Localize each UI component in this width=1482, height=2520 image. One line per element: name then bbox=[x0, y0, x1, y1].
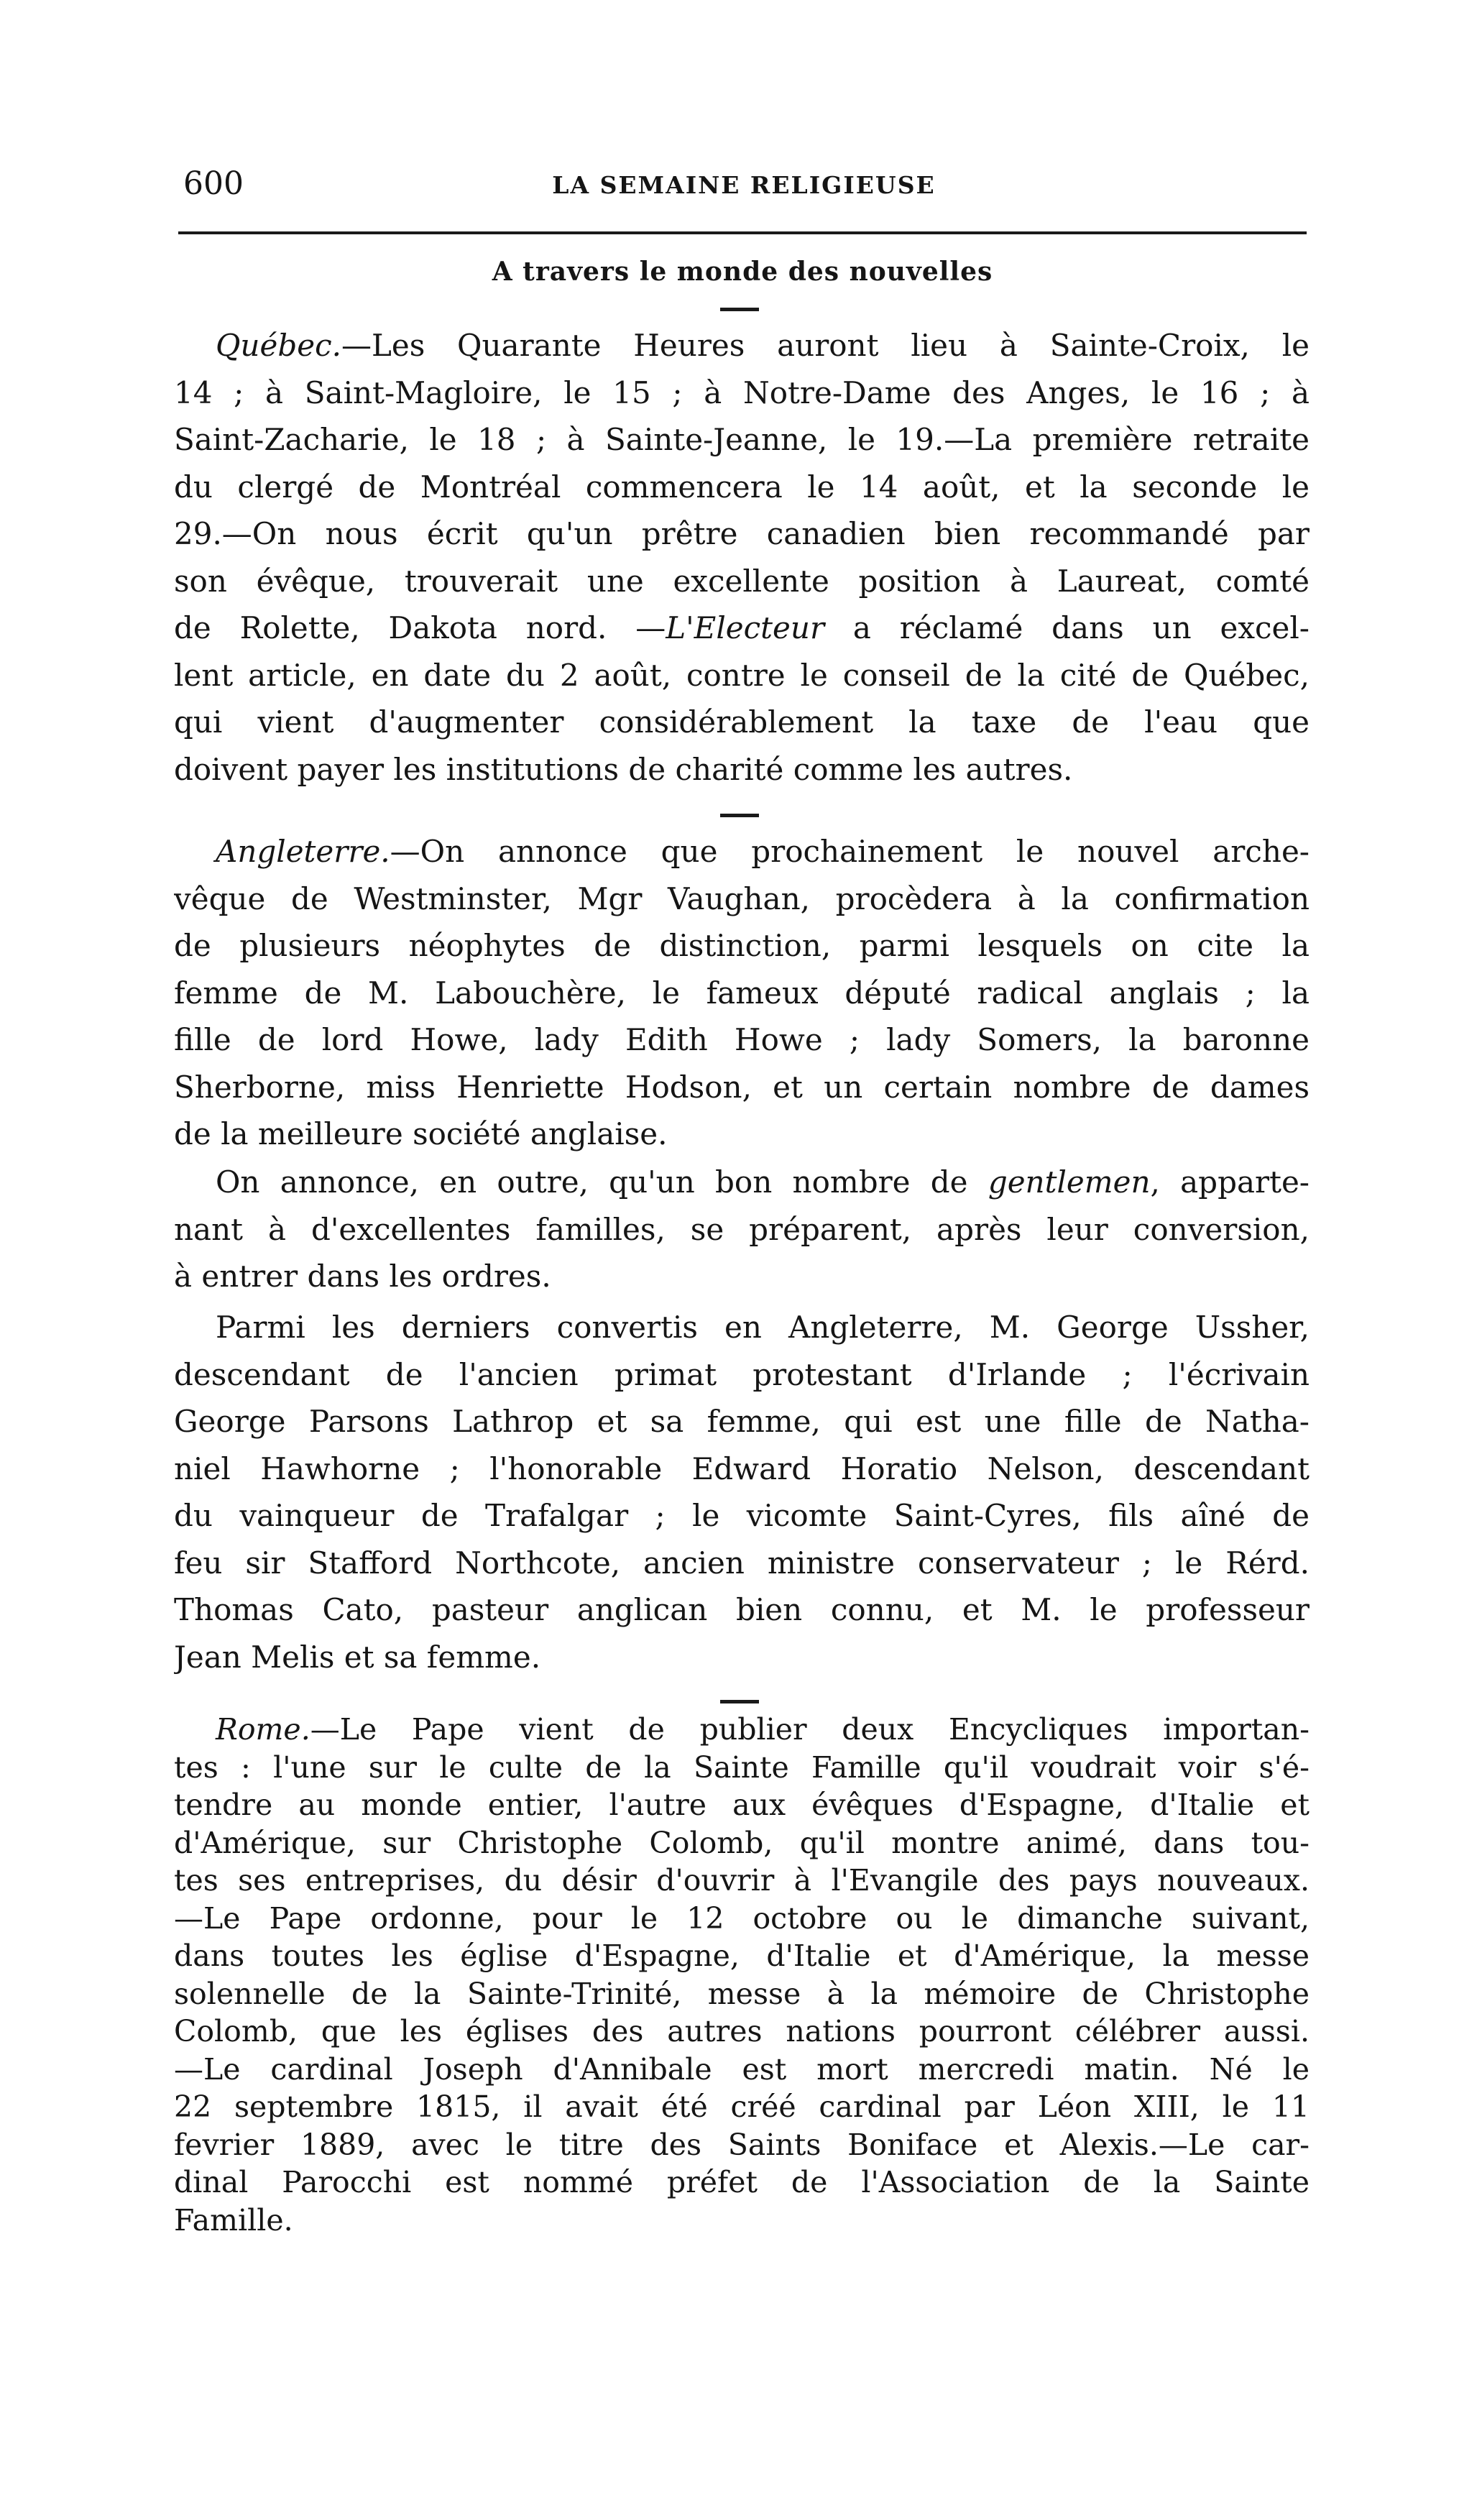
text-line: tes : l'une sur le culte de la Sainte Famille qu'il voudrait voir s'é- bbox=[174, 1749, 1310, 1785]
paragraph-gentlemen bbox=[174, 1159, 1310, 1300]
newspaper-title: L'Electeur bbox=[666, 610, 825, 645]
journal-title: LA SEMAINE RELIGIEUSE bbox=[552, 171, 936, 199]
text-line: solennelle de la Sainte-Trinité, messe à la mémoire de Christophe bbox=[174, 1976, 1310, 2011]
text-line: doivent payer les institutions de charité comme les autres. bbox=[174, 751, 1073, 787]
text-line: dans toutes les église d'Espagne, d'Italie et d'Amérique, la messe bbox=[174, 1939, 1310, 1973]
text-line: nant à d'excellentes familles, se préparent, après leur conversion, bbox=[174, 1211, 1310, 1247]
italic-word: gentlemen bbox=[988, 1164, 1151, 1200]
text-line: de la meilleure société anglaise. bbox=[174, 1116, 668, 1151]
text-line: Sherborne, miss Henriette Hodson, et un certain nombre de dames bbox=[174, 1069, 1310, 1105]
text-line: niel Hawhorne ; l'honorable Edward Horatio Nelson, descendant bbox=[174, 1450, 1310, 1486]
text-line: —Le Pape ordonne, pour le 12 octobre ou le dimanche suivant, bbox=[174, 1900, 1310, 1936]
text-span: —On annonce que prochainement le nouvel arche- bbox=[390, 834, 1310, 869]
text-line bbox=[174, 828, 1310, 875]
text-line: qui vient d'augmenter considérablement la taxe de l'eau que bbox=[174, 704, 1310, 740]
paragraph-quebec bbox=[174, 322, 1310, 793]
text-line: tendre au monde entier, l'autre aux évêques d'Espagne, d'Italie et bbox=[174, 1788, 1310, 1822]
text-line: Colomb, que les églises des autres nations pourront célébrer aussi. bbox=[174, 2014, 1310, 2048]
text-span: de Rolette, Dakota nord. — bbox=[174, 610, 666, 645]
text-span: a réclamé dans un excel- bbox=[824, 610, 1310, 645]
text-line: du vainqueur de Trafalgar ; le vicomte Saint-Cyres, fils aîné de bbox=[174, 1498, 1310, 1533]
text-line: Saint-Zacharie, le 18 ; à Sainte-Jeanne, le 19.—La première retraite bbox=[174, 422, 1310, 457]
text-line bbox=[174, 1711, 1310, 1749]
text-line: à entrer dans les ordres. bbox=[174, 1259, 551, 1294]
text-line bbox=[174, 1159, 1310, 1206]
text-span: On annonce, en outre, qu'un bon nombre de bbox=[216, 1164, 988, 1200]
text-line: du clergé de Montréal commencera le 14 août, et la seconde le bbox=[174, 469, 1310, 505]
text-line: vêque de Westminster, Mgr Vaughan, procèdera à la confirmation bbox=[174, 880, 1310, 916]
text-line bbox=[174, 604, 1310, 652]
section-title: A travers le monde des nouvelles bbox=[492, 257, 993, 287]
running-head bbox=[183, 164, 1304, 207]
text-line: Famille. bbox=[174, 2202, 293, 2238]
paragraph-angleterre bbox=[174, 828, 1310, 1158]
place-heading-quebec: Québec. bbox=[216, 328, 341, 363]
text-span: —Le Pape vient de publier deux Encycliques importan- bbox=[310, 1712, 1310, 1747]
text-line: d'Amérique, sur Christophe Colomb, qu'il montre animé, dans tou- bbox=[174, 1825, 1310, 1860]
page-number: 600 bbox=[183, 165, 244, 202]
text-line: fille de lord Howe, lady Edith Howe ; lady Somers, la baronne bbox=[174, 1022, 1310, 1057]
text-line: 29.—On nous écrit qu'un prêtre canadien bien recommandé par bbox=[174, 516, 1310, 551]
header-rule bbox=[178, 231, 1307, 234]
text-line: feu sir Stafford Northcote, ancien ministre conservateur ; le Rérd. bbox=[174, 1545, 1310, 1581]
text-span: , apparte- bbox=[1150, 1164, 1310, 1200]
text-line: dinal Parocchi est nommé préfet de l'Association de la Sainte bbox=[174, 2165, 1310, 2199]
text-line: —Le cardinal Joseph d'Annibale est mort mercredi matin. Né le bbox=[174, 2051, 1310, 2087]
place-heading-angleterre: Angleterre. bbox=[216, 834, 390, 869]
text-line: lent article, en date du 2 août, contre le conseil de la cité de Québec, bbox=[174, 657, 1310, 693]
separator-rule bbox=[720, 814, 759, 817]
text-line: Thomas Cato, pasteur anglican bien connu, et M. le professeur bbox=[174, 1592, 1310, 1627]
text-line: Parmi les derniers convertis en Angleterre, M. George Ussher, bbox=[216, 1310, 1310, 1345]
separator-rule bbox=[720, 1700, 759, 1703]
text-line bbox=[174, 322, 1310, 369]
text-line: fevrier 1889, avec le titre des Saints Boniface et Alexis.—Le car- bbox=[174, 2127, 1310, 2162]
text-line: femme de M. Labouchère, le fameux député radical anglais ; la bbox=[174, 975, 1310, 1011]
text-line: 14 ; à Saint-Magloire, le 15 ; à Notre-Dame des Anges, le 16 ; à bbox=[174, 374, 1310, 410]
paragraph-rome bbox=[174, 1711, 1310, 2239]
text-line: son évêque, trouverait une excellente position à Laureat, comté bbox=[174, 563, 1310, 599]
text-line: 22 septembre 1815, il avait été créé cardinal par Léon XIII, le 11 bbox=[174, 2089, 1310, 2124]
text-line: George Parsons Lathrop et sa femme, qui est une fille de Natha- bbox=[174, 1404, 1310, 1439]
text-line: tes ses entreprises, du désir d'ouvrir à l'Evangile des pays nouveaux. bbox=[174, 1863, 1310, 1898]
text-line: de plusieurs néophytes de distinction, parmi lesquels on cite la bbox=[174, 928, 1310, 963]
text-span: —Les Quarante Heures auront lieu à Sainte-Croix, le bbox=[341, 328, 1310, 363]
separator-rule bbox=[720, 308, 759, 311]
paragraph-converts bbox=[174, 1304, 1310, 1680]
place-heading-rome: Rome. bbox=[216, 1712, 310, 1747]
text-line: Jean Melis et sa femme. bbox=[174, 1639, 541, 1675]
text-line: descendant de l'ancien primat protestant d'Irlande ; l'écrivain bbox=[174, 1356, 1310, 1392]
